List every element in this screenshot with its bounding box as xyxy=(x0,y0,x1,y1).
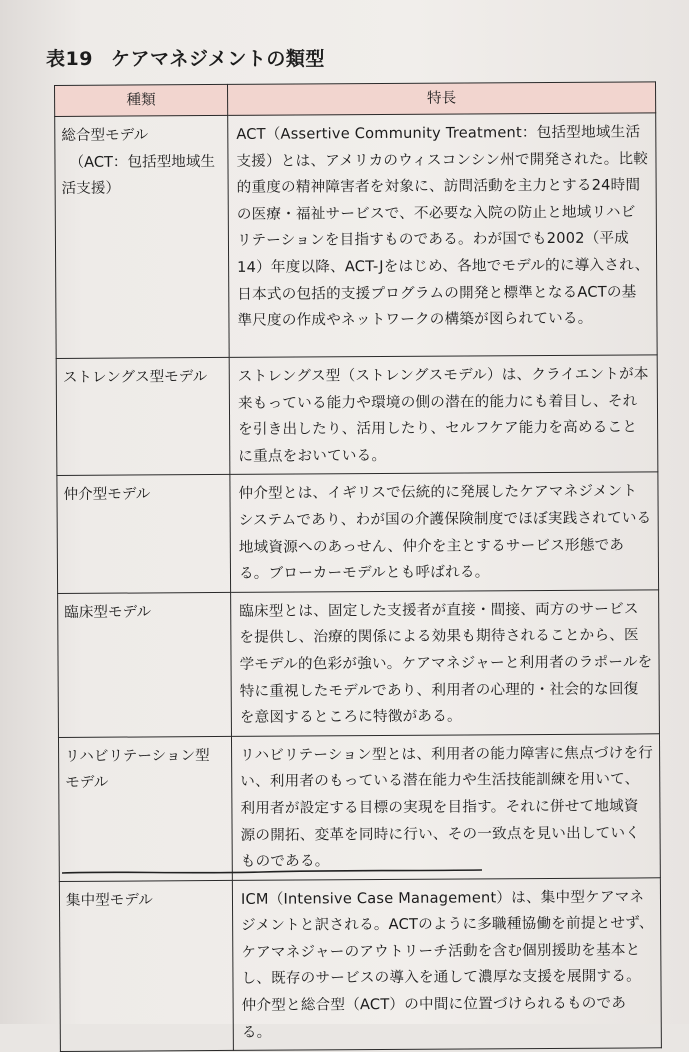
feature-cell: 臨床型とは、固定した支援者が直接・間接、両方のサービスを提供し、治療的関係による効果も期待されることから、医学モデル的色彩が強い。ケアマネジャーと利用者のラポールを特に重視したモデルであり、利用者の心理的・社会的な回復を意図するところに特徴がある。 xyxy=(231,590,660,737)
type-cell xyxy=(58,736,232,881)
table-row xyxy=(59,877,661,1051)
type-line: ストレングス型モデル xyxy=(62,368,208,386)
header-type: 種類 xyxy=(55,84,228,116)
type-cell xyxy=(57,475,231,593)
table-row xyxy=(57,472,659,593)
type-line: 仲介型モデル xyxy=(63,485,151,504)
type-line: 総合型モデル xyxy=(61,126,149,144)
table-caption xyxy=(46,44,325,71)
header-row xyxy=(55,82,656,117)
feature-cell: 仲介型とは、イギリスで伝統的に発展したケアマネジメントシステムであり、わが国の介護保険制度でほぼ実践されている地域資源へのあっせん、仲介を主とするサービス形態である。ブローカーモデルとも呼ばれる。 xyxy=(230,472,659,592)
feature-cell: ICM（Intensive Case Management）は、集中型ケアマネジメントと訳される。ACTのように多職種協働を前提とせず、ケアマネジャーのアウトリーチ活動を含む個別援助を基本とし、既存のサービスの導入を通して濃厚な支援を展開する。仲介型と総合型（ACT）の中間に位置づけられるものである。 xyxy=(232,877,661,1050)
type-line: 臨床型モデル xyxy=(64,603,152,621)
type-cell xyxy=(59,880,233,1052)
care-management-table xyxy=(54,81,662,1052)
type-line: 集中型モデル xyxy=(65,891,153,909)
type-line: （ACT：包括型地域生 xyxy=(69,152,216,171)
feature-cell: ストレングス型（ストレングスモデル）は、クライエントが本来もっている能力や環境の側の潜在的能力にも着目し、それを引き出したり、活用したり、セルフケア能力を高めることに重点をおいている。 xyxy=(229,355,658,475)
type-cell xyxy=(55,115,229,358)
table-row xyxy=(58,590,660,738)
table-title: ケアマネジメントの類型 xyxy=(110,48,325,70)
table-row xyxy=(56,355,658,476)
type-cell xyxy=(58,592,232,737)
type-line: 活支援） xyxy=(61,179,121,198)
table-row xyxy=(58,734,660,882)
handwritten-underline xyxy=(62,868,482,876)
type-cell xyxy=(56,357,230,475)
feature-cell: ACT（Assertive Community Treatment：包括型地域生活支援）とは、アメリカのウィスコンシン州で開発された。比較的重度の精神障害者を対象に、訪問活動を主力とする24時間の医療・福祉サービスで、不必要な入院の防止と地域リハビリテーションを目指すものである。わが国でも2002（平成14）年度以降、ACT-Jをはじめ、各地でモデル的に導入され、日本式の包括的支援プログラムの開発と標準となるACTの基準尺度の作成やネットワークの構築が図られている。 xyxy=(228,113,657,358)
table-number: 表19 xyxy=(46,48,93,70)
header-feature: 特長 xyxy=(227,82,655,116)
table-row xyxy=(55,113,657,359)
type-line: リハビリテーション型 xyxy=(65,746,210,765)
feature-cell: リハビリテーション型とは、利用者の能力障害に焦点づけを行い、利用者のもっている潜在能力や生活技能訓練を用いて、利用者が設定する目標の実現を目指す。それに併せて地域資源の開拓、変革を同時に行い、その一致点を見い出していくものである。 xyxy=(231,734,660,881)
type-line: モデル xyxy=(65,773,109,792)
